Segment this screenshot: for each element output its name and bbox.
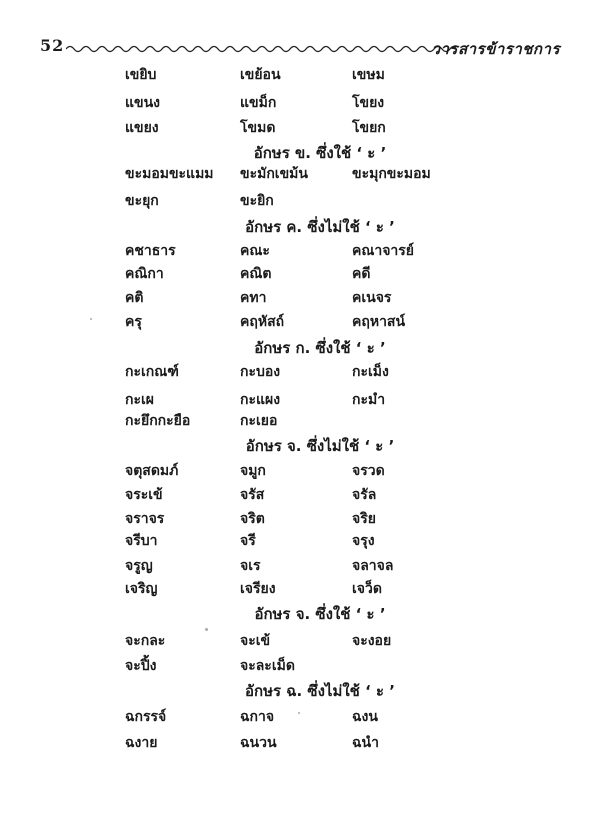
section-heading-text: อักษร จ. ซึ่งไม่ใช้ ‘ ะ ’ bbox=[245, 437, 395, 455]
section-heading bbox=[0, 215, 600, 239]
word-entry: คติ bbox=[125, 290, 144, 306]
word-entry: คณิกา bbox=[125, 266, 164, 282]
word-row bbox=[0, 287, 600, 311]
word-entry: กะเผ bbox=[125, 392, 154, 408]
word-entry: จระเข้ bbox=[125, 487, 163, 503]
word-entry: กะเยอ bbox=[240, 413, 278, 429]
section-heading bbox=[0, 602, 600, 626]
word-entry: โขยก bbox=[352, 120, 386, 136]
word-entry: เขย้อน bbox=[240, 67, 281, 83]
word-row bbox=[0, 655, 600, 679]
word-entry: เจว็ด bbox=[352, 581, 382, 597]
word-entry: จตุสดมภ์ bbox=[125, 463, 179, 479]
word-row bbox=[0, 263, 600, 287]
word-row bbox=[0, 361, 600, 385]
word-entry: คฤหาสน์ bbox=[352, 314, 406, 330]
word-entry: จะงอย bbox=[352, 633, 392, 649]
word-entry: จริต bbox=[240, 511, 265, 527]
word-entry: คณาจารย์ bbox=[352, 243, 415, 259]
word-entry: จะเข้ bbox=[240, 633, 271, 649]
word-entry: โขยง bbox=[352, 95, 385, 111]
word-entry: ฉงาย bbox=[125, 735, 158, 751]
word-row bbox=[0, 508, 600, 532]
word-entry: จะกละ bbox=[125, 633, 166, 649]
word-row bbox=[0, 732, 600, 756]
section-heading-text: อักษร ฉ. ซึ่งไม่ใช้ ‘ ะ ’ bbox=[245, 682, 395, 700]
word-entry: จรวด bbox=[352, 463, 385, 479]
word-row bbox=[0, 64, 600, 88]
word-row bbox=[0, 484, 600, 508]
word-entry: จรุง bbox=[352, 533, 375, 549]
word-entry: แขนง bbox=[125, 95, 160, 111]
word-entry: จมูก bbox=[240, 463, 266, 479]
word-row bbox=[0, 530, 600, 554]
word-row bbox=[0, 117, 600, 141]
word-row bbox=[0, 410, 600, 434]
word-entry: จรัส bbox=[240, 487, 265, 503]
page-number: 52 bbox=[40, 36, 65, 55]
word-entry: โขมด bbox=[240, 120, 276, 136]
word-entry: กะมำ bbox=[352, 392, 386, 408]
word-row bbox=[0, 706, 600, 730]
word-entry: ฉนวน bbox=[240, 735, 277, 751]
word-entry: จรัล bbox=[352, 487, 377, 503]
word-entry: เขษม bbox=[352, 67, 385, 83]
word-entry: คณิต bbox=[240, 266, 272, 282]
section-heading-text: อักษร จ. ซึ่งใช้ ‘ ะ ’ bbox=[254, 605, 386, 623]
word-entry: คดี bbox=[352, 266, 371, 282]
word-row bbox=[0, 630, 600, 654]
section-heading-text: อักษร ค. ซึ่งไม่ใช้ ‘ ะ ’ bbox=[245, 218, 395, 236]
word-entry: กะเกณฑ์ bbox=[125, 364, 179, 380]
word-row bbox=[0, 190, 600, 214]
word-entry: ขะมุกขะมอม bbox=[352, 166, 431, 182]
word-entry: ขะมอมขะแมม bbox=[125, 166, 214, 182]
word-entry: คณะ bbox=[240, 243, 270, 259]
word-entry: เจรียง bbox=[240, 581, 276, 597]
word-entry: จลาจล bbox=[352, 558, 394, 574]
print-speck bbox=[90, 318, 92, 320]
word-entry: แขม็ก bbox=[240, 95, 277, 111]
word-entry: กะแผง bbox=[240, 392, 281, 408]
word-entry: กะยึกกะยือ bbox=[125, 413, 191, 429]
word-row bbox=[0, 163, 600, 187]
word-entry: ครุ bbox=[125, 314, 142, 330]
word-entry: จเร bbox=[240, 558, 261, 574]
word-entry: คฤหัสถ์ bbox=[240, 314, 285, 330]
section-heading bbox=[0, 434, 600, 458]
word-entry: ขะยุก bbox=[125, 193, 159, 209]
word-entry: จริย bbox=[352, 511, 376, 527]
word-row bbox=[0, 555, 600, 579]
word-entry: ฉกรรจ์ bbox=[125, 709, 167, 725]
word-entry: เจริญ bbox=[125, 581, 158, 597]
word-entry: แขยง bbox=[125, 120, 159, 136]
word-entry: ฉนำ bbox=[352, 735, 379, 751]
word-row bbox=[0, 460, 600, 484]
word-row bbox=[0, 240, 600, 264]
word-entry: กะเม็ง bbox=[352, 364, 389, 380]
word-entry: จราจร bbox=[125, 511, 165, 527]
word-entry: จรีบา bbox=[125, 533, 158, 549]
running-title: วารสารข้าราชการ bbox=[431, 40, 560, 58]
word-row bbox=[0, 92, 600, 116]
word-entry: ขะยิก bbox=[240, 193, 274, 209]
word-row bbox=[0, 578, 600, 602]
section-heading-text: อักษร ก. ซึ่งใช้ ‘ ะ ’ bbox=[254, 339, 386, 357]
word-entry: จรูญ bbox=[125, 558, 153, 574]
word-entry: ฉกาจ bbox=[240, 709, 275, 725]
word-row bbox=[0, 311, 600, 335]
word-entry: เขยิบ bbox=[125, 67, 157, 83]
word-entry: จรี bbox=[240, 533, 256, 549]
word-entry: ฉงน bbox=[352, 709, 378, 725]
section-heading bbox=[0, 336, 600, 360]
section-heading bbox=[0, 141, 600, 165]
word-entry: จะละเม็ด bbox=[240, 658, 295, 674]
print-speck bbox=[205, 628, 208, 631]
word-entry: คชาธาร bbox=[125, 243, 176, 259]
section-heading-text: อักษร ข. ซึ่งใช้ ‘ ะ ’ bbox=[253, 144, 387, 162]
word-entry: กะบอง bbox=[240, 364, 281, 380]
word-entry: ขะมักเขม้น bbox=[240, 166, 308, 182]
word-entry: คทา bbox=[240, 290, 267, 306]
section-heading bbox=[0, 679, 600, 703]
word-entry: จะปิ้ง bbox=[125, 658, 157, 674]
word-entry: คเนจร bbox=[352, 290, 392, 306]
print-speck bbox=[298, 712, 300, 714]
